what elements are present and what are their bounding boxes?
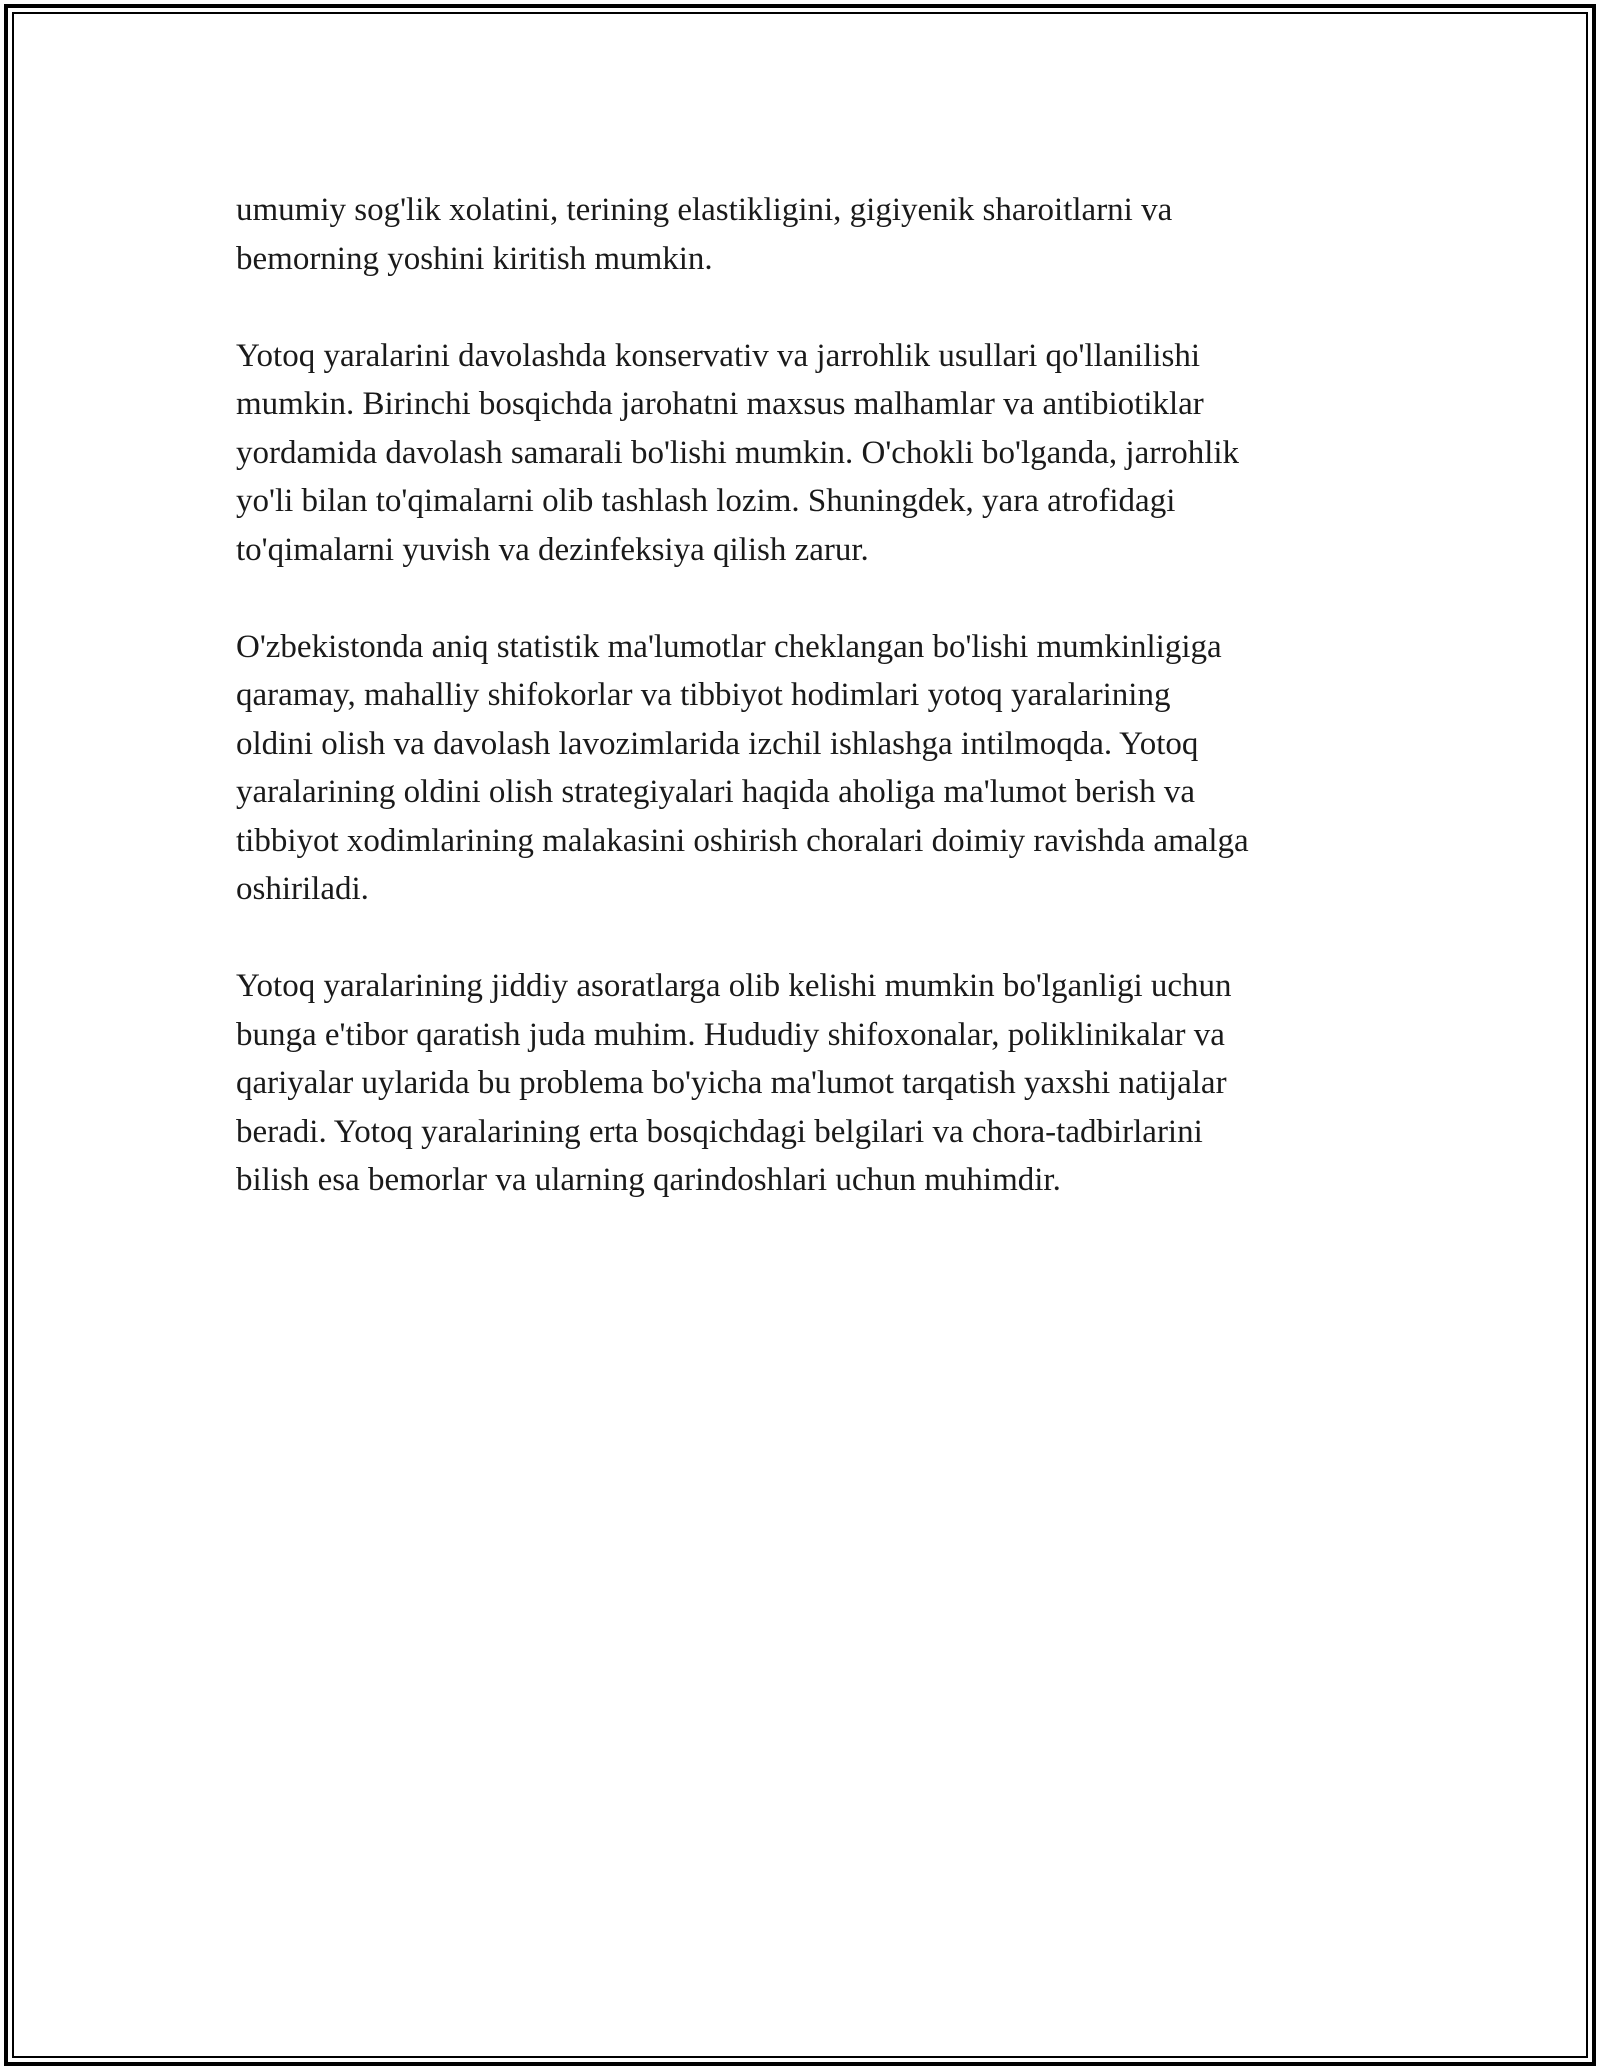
paragraph-3: O'zbekistonda aniq statistik ma'lumotlar cheklangan bo'lishi mumkinligiga qaramay, mahalliy shifokorlar va tibbiyot hodimlari yotoq yaralarining oldini olish va davolash lavozimlarida izchil ishlashga intilmoqda. Yotoq yaralarining oldini olish strategiyalari haqida aholiga ma'lumot berish va tibbiyot xodimlarining malakasini oshirish choralari doimiy ravishda amalga oshiriladi. (236, 628, 1249, 907)
document-body (236, 186, 1376, 1253)
paragraph-2: Yotoq yaralarini davolashda konservativ va jarrohlik usullari qo'llanilishi mumkin. Birinchi bosqichda jarohatni maxsus malhamlar va antibiotiklar yordamida davolash samarali bo'lishi mumkin. O'chokli bo'lganda, jarrohlik yo'li bilan to'qimalarni olib tashlash lozim. Shuningdek, yara atrofidagi to'qimalarni yuvish va dezinfeksiya qilish zarur. (236, 337, 1240, 568)
paragraph-4: Yotoq yaralarining jiddiy asoratlarga olib kelishi mumkin bo'lganligi uchun bunga e'tibor qaratish juda muhim. Hududiy shifoxonalar, poliklinikalar va qariyalar uylarida bu problema bo'yicha ma'lumot tarqatish yaxshi natijalar beradi. Yotoq yaralarining erta bosqichdagi belgilari va chora-tadbirlarini bilish esa bemorlar va ularning qarindoshlari uchun muhimdir. (236, 968, 1232, 1198)
paragraph-1: umumiy sog'lik xolatini, terining elastikligini, gigiyenik sharoitlarni va bemorning yoshini kiritish mumkin. (236, 192, 1173, 277)
